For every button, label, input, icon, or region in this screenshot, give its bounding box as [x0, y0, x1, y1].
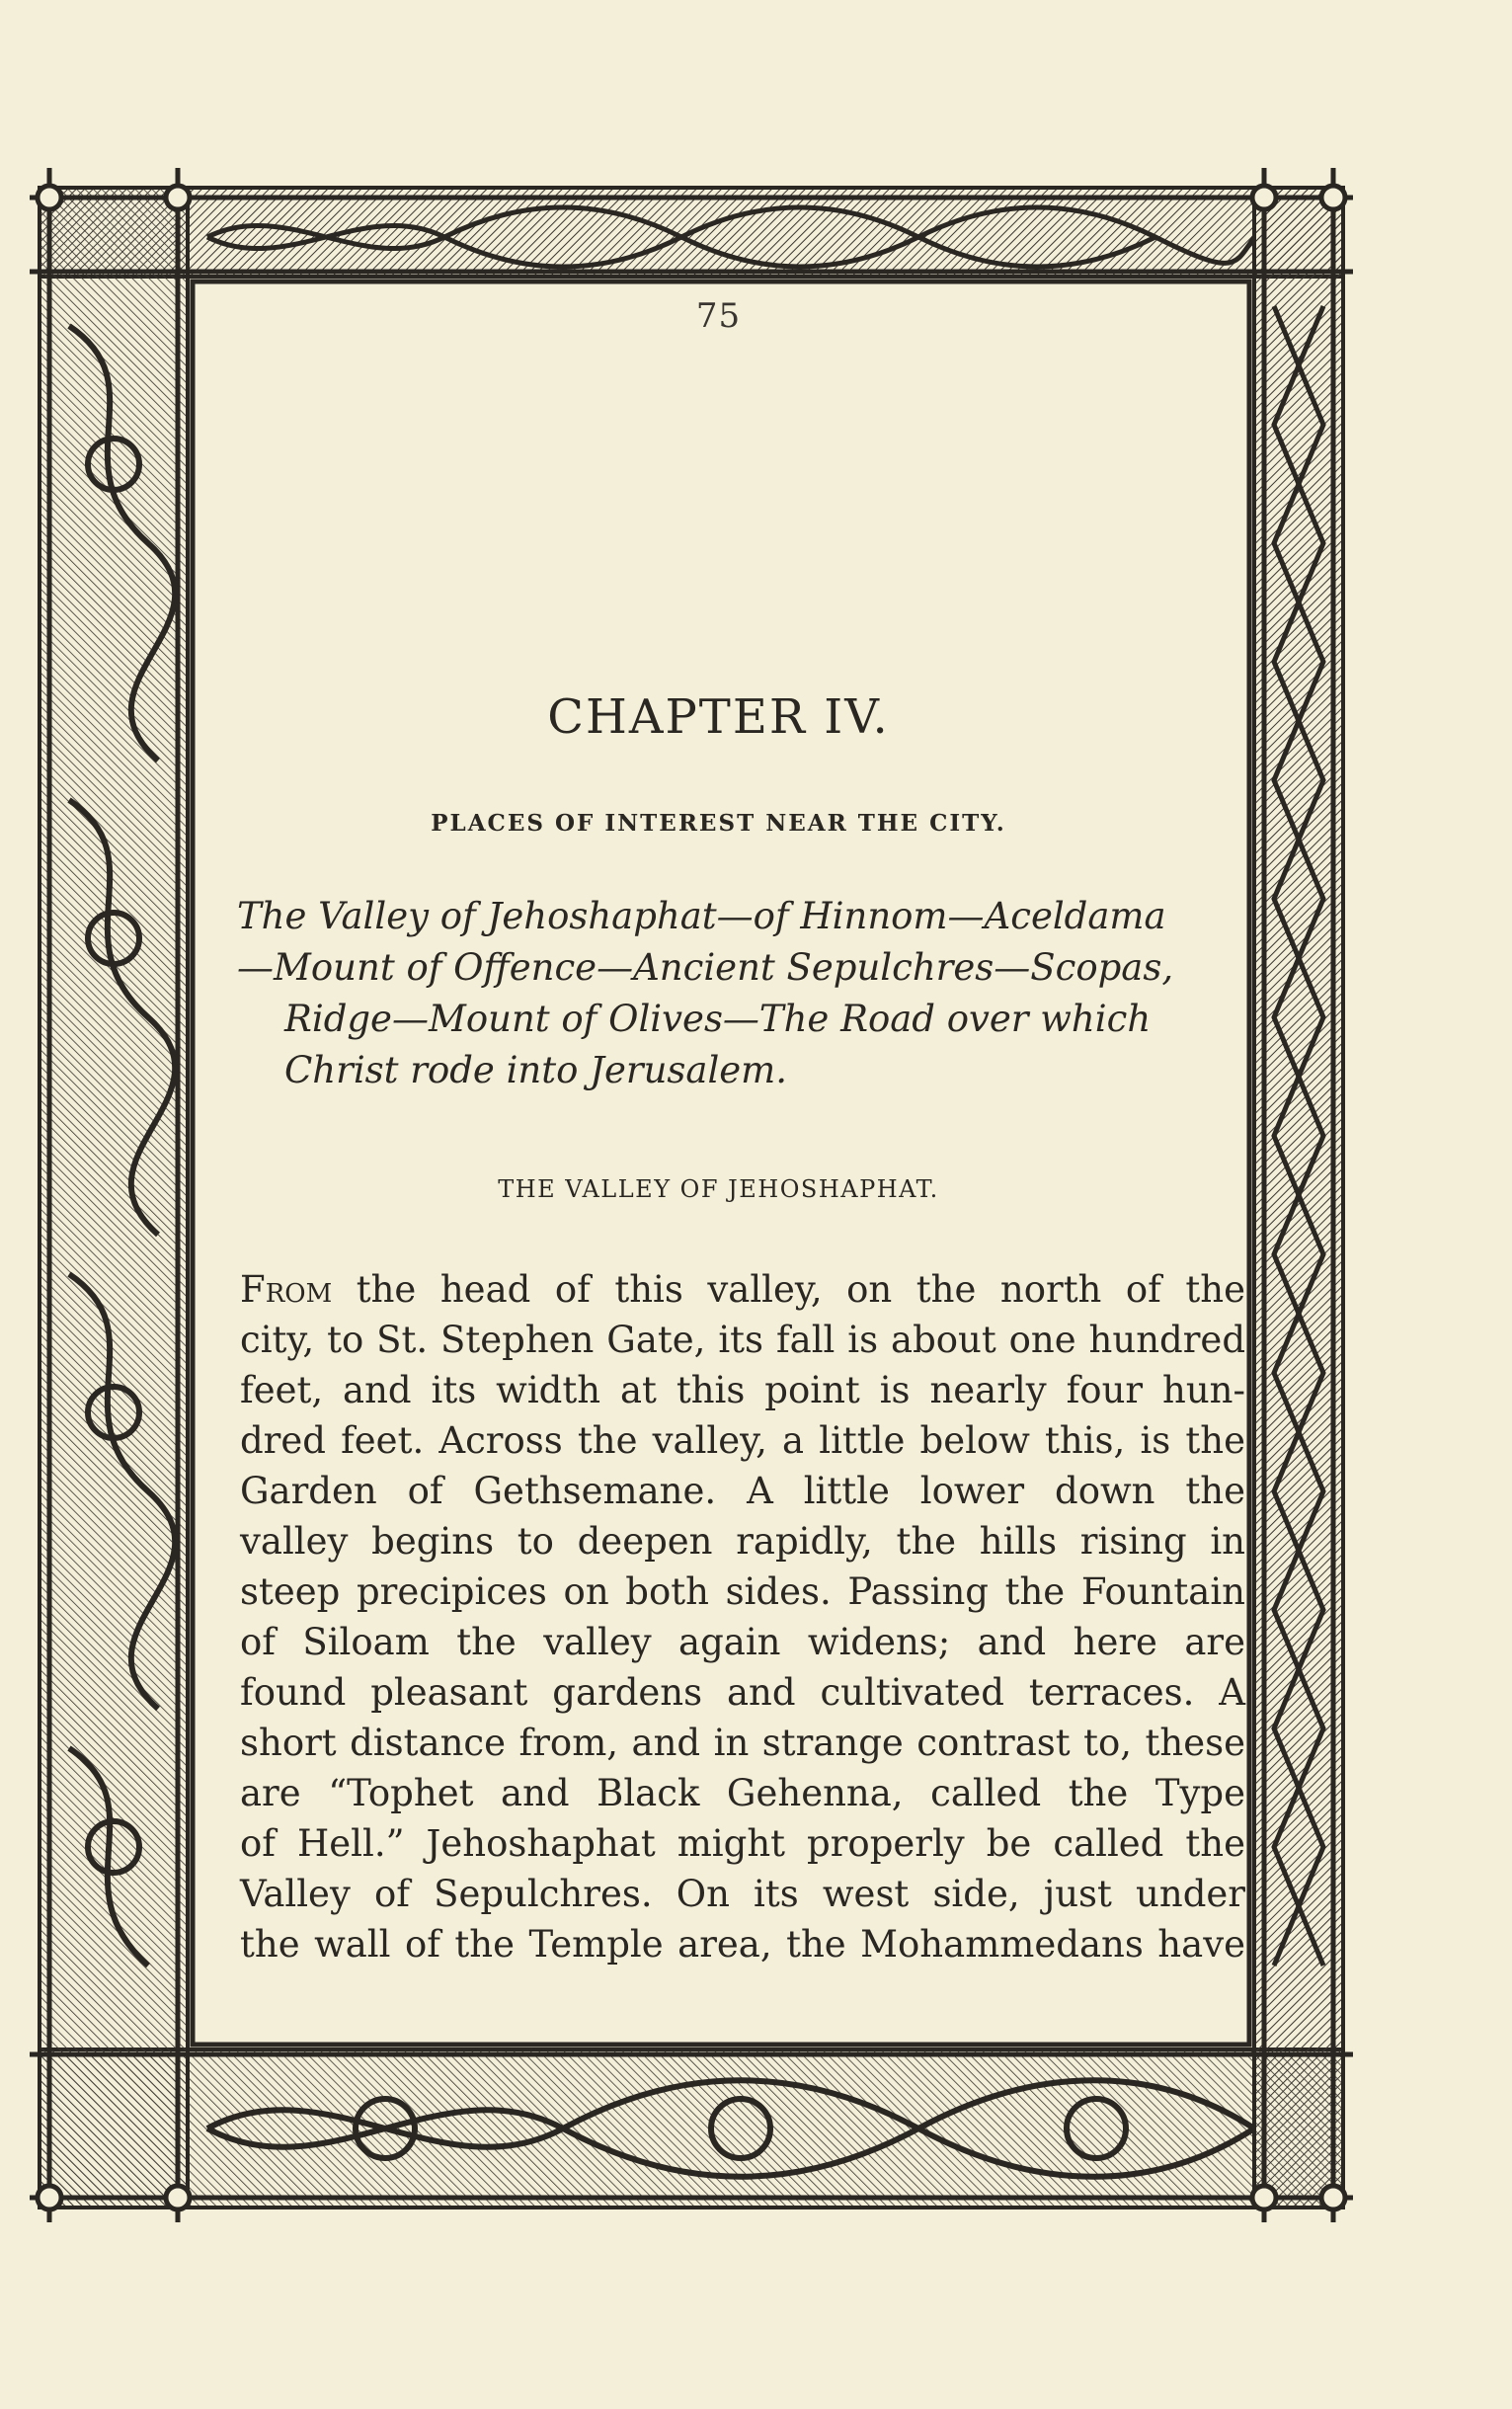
body-line: feet, and its width at this point is nearly four hun- [240, 1369, 1245, 1411]
synopsis-line: —Mount of Offence—Ancient Sepulchres—Scopas, [237, 946, 1174, 989]
page-text-panel [193, 286, 1244, 2040]
body-line: of Siloam the valley again widens; and here are [240, 1621, 1245, 1663]
body-line: the wall of the Temple area, the Mohammedans have [240, 1923, 1245, 1966]
page-number: 75 [695, 296, 742, 336]
body-first-word: From [240, 1268, 333, 1311]
body-line: valley begins to deepen rapidly, the hills rising in [240, 1520, 1245, 1563]
body-line: are “Tophet and Black Gehenna, called the Type [240, 1772, 1245, 1814]
body-paragraph [240, 1264, 1245, 1969]
body-line: Garden of Gethsemane. A little lower down the [240, 1470, 1245, 1512]
body-line: Valley of Sepulchres. On its west side, just under [240, 1873, 1245, 1915]
synopsis-line: The Valley of Jehoshaphat—of Hinnom—Aceldama [237, 895, 1166, 937]
body-line: steep precipices on both sides. Passing the Fountain [240, 1570, 1245, 1613]
synopsis-line: Christ rode into Jerusalem. [284, 1049, 788, 1091]
body-line: city, to St. Stephen Gate, its fall is about one hundred [240, 1319, 1245, 1361]
chapter-subtitle: PLACES OF INTEREST NEAR THE CITY. [431, 810, 1006, 837]
chapter-synopsis [237, 891, 1225, 1096]
body-line [240, 1264, 1245, 1315]
body-line: found pleasant gardens and cultivated terraces. A [240, 1671, 1245, 1714]
synopsis-line: Ridge—Mount of Olives—The Road over which [284, 998, 1152, 1040]
section-heading: THE VALLEY OF JEHOSHAPHAT. [498, 1175, 939, 1203]
chapter-title: CHAPTER IV. [547, 689, 890, 745]
body-line: dred feet. Across the valley, a little below this, is the [240, 1419, 1245, 1462]
body-line-text: the head of this valley, on the north of the [332, 1268, 1245, 1311]
body-line: short distance from, and in strange contrast to, these [240, 1722, 1245, 1764]
body-line: of Hell.” Jehoshaphat might properly be called the [240, 1822, 1245, 1865]
